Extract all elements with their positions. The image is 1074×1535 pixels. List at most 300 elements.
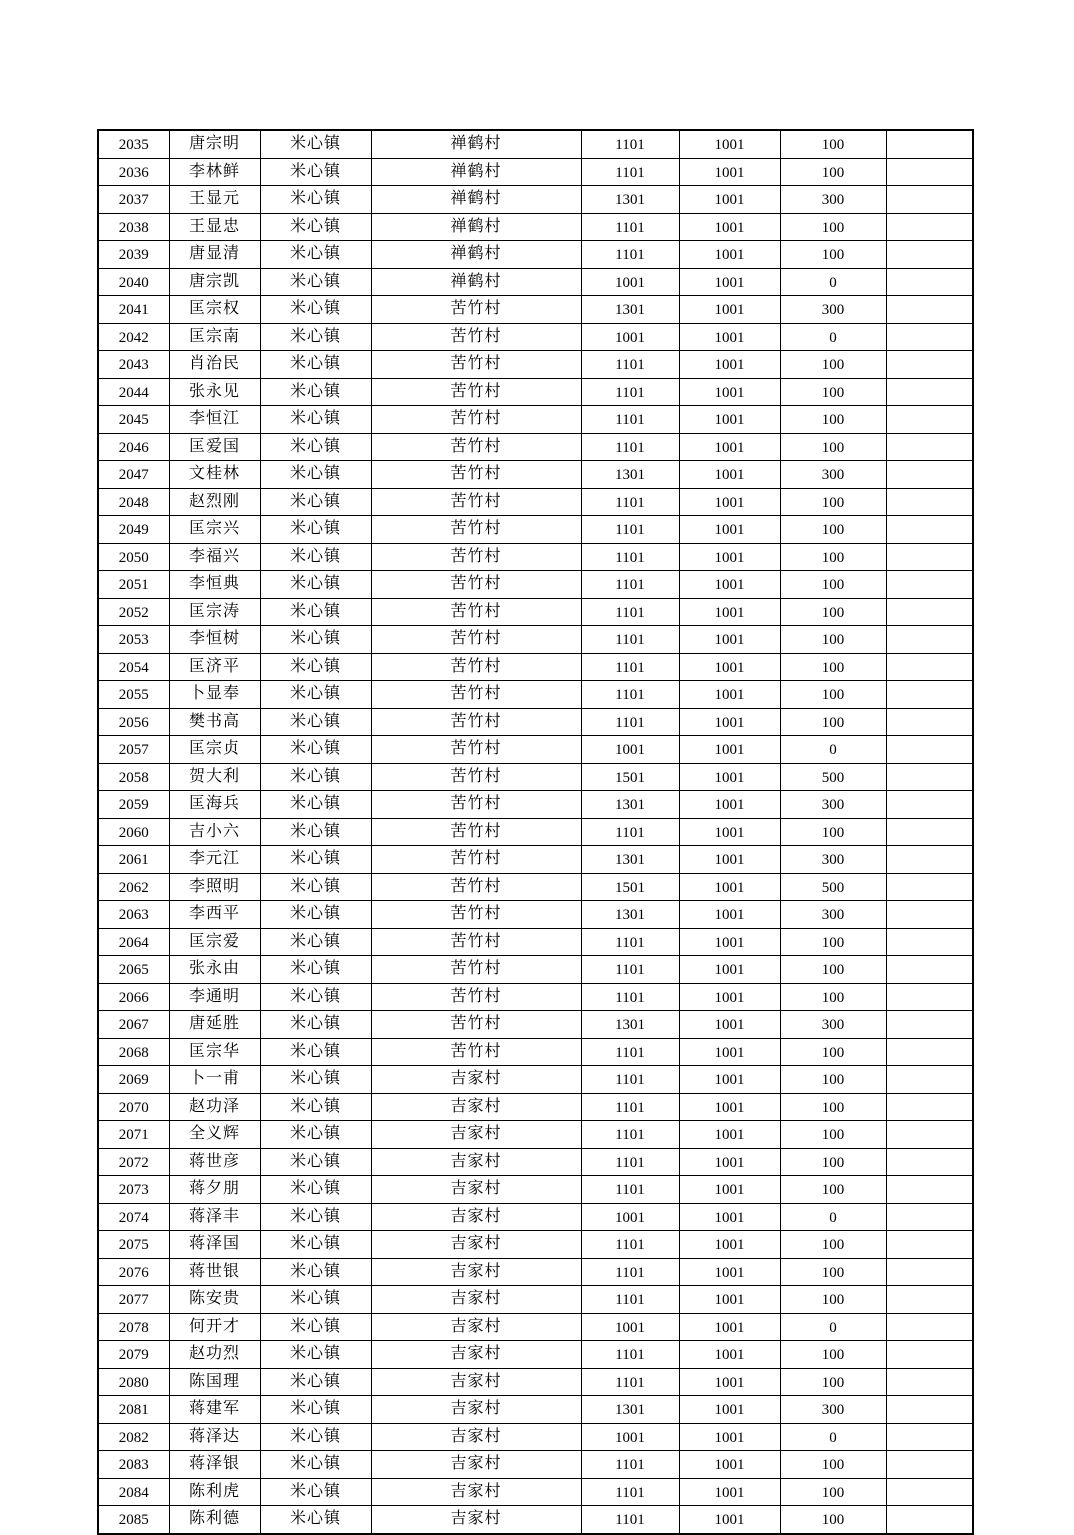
table-row: [98, 186, 973, 214]
cell-code-a: 1101: [581, 158, 679, 186]
cell-town: 米心镇: [260, 213, 371, 241]
cell-note: [886, 708, 973, 736]
cell-code-a: 1501: [581, 873, 679, 901]
cell-town: 米心镇: [260, 626, 371, 654]
cell-code-a: 1101: [581, 598, 679, 626]
cell-name: 肖治民: [169, 351, 260, 379]
cell-code-b: 1001: [679, 130, 780, 158]
table-row: [98, 461, 973, 489]
table-row: [98, 818, 973, 846]
cell-code-b: 1001: [679, 983, 780, 1011]
cell-id: 2066: [98, 983, 169, 1011]
table-row: [98, 1011, 973, 1039]
cell-name: 匡宗涛: [169, 598, 260, 626]
cell-town: 米心镇: [260, 1176, 371, 1204]
table-row: [98, 1451, 973, 1479]
table-row: [98, 1121, 973, 1149]
cell-village: 禅鹤村: [371, 213, 581, 241]
cell-note: [886, 1231, 973, 1259]
cell-village: 吉家村: [371, 1286, 581, 1314]
cell-village: 苦竹村: [371, 846, 581, 874]
cell-town: 米心镇: [260, 1258, 371, 1286]
cell-note: [886, 516, 973, 544]
cell-code-b: 1001: [679, 1451, 780, 1479]
cell-name: 匡宗华: [169, 1038, 260, 1066]
cell-id: 2085: [98, 1506, 169, 1534]
table-row: [98, 351, 973, 379]
cell-code-a: 1101: [581, 653, 679, 681]
cell-amount: 300: [780, 846, 886, 874]
cell-code-b: 1001: [679, 241, 780, 269]
cell-id: 2040: [98, 268, 169, 296]
cell-name: 蒋建军: [169, 1396, 260, 1424]
cell-code-a: 1101: [581, 241, 679, 269]
cell-town: 米心镇: [260, 1203, 371, 1231]
cell-town: 米心镇: [260, 1423, 371, 1451]
table-row: [98, 516, 973, 544]
cell-town: 米心镇: [260, 1011, 371, 1039]
cell-amount: 100: [780, 1148, 886, 1176]
cell-town: 米心镇: [260, 1121, 371, 1149]
cell-amount: 0: [780, 1203, 886, 1231]
cell-id: 2046: [98, 433, 169, 461]
cell-note: [886, 1038, 973, 1066]
cell-code-a: 1101: [581, 1258, 679, 1286]
cell-town: 米心镇: [260, 268, 371, 296]
cell-amount: 0: [780, 1313, 886, 1341]
cell-village: 苦竹村: [371, 378, 581, 406]
cell-code-b: 1001: [679, 158, 780, 186]
cell-village: 吉家村: [371, 1451, 581, 1479]
cell-code-b: 1001: [679, 1038, 780, 1066]
cell-code-b: 1001: [679, 791, 780, 819]
cell-note: [886, 1148, 973, 1176]
table-body: [98, 130, 973, 1534]
cell-village: 苦竹村: [371, 626, 581, 654]
cell-town: 米心镇: [260, 1341, 371, 1369]
cell-amount: 100: [780, 708, 886, 736]
cell-id: 2038: [98, 213, 169, 241]
cell-id: 2056: [98, 708, 169, 736]
cell-amount: 100: [780, 433, 886, 461]
table-row: [98, 956, 973, 984]
cell-code-b: 1001: [679, 708, 780, 736]
cell-code-a: 1501: [581, 763, 679, 791]
cell-name: 李照明: [169, 873, 260, 901]
cell-village: 苦竹村: [371, 763, 581, 791]
cell-code-a: 1101: [581, 1286, 679, 1314]
cell-id: 2035: [98, 130, 169, 158]
cell-id: 2078: [98, 1313, 169, 1341]
table-row: [98, 268, 973, 296]
cell-town: 米心镇: [260, 681, 371, 709]
cell-note: [886, 433, 973, 461]
cell-village: 苦竹村: [371, 983, 581, 1011]
cell-note: [886, 1423, 973, 1451]
cell-town: 米心镇: [260, 571, 371, 599]
cell-id: 2045: [98, 406, 169, 434]
cell-code-b: 1001: [679, 1176, 780, 1204]
cell-code-a: 1101: [581, 1093, 679, 1121]
cell-town: 米心镇: [260, 461, 371, 489]
cell-amount: 100: [780, 406, 886, 434]
cell-town: 米心镇: [260, 846, 371, 874]
table-row: [98, 901, 973, 929]
cell-amount: 300: [780, 186, 886, 214]
cell-code-b: 1001: [679, 1341, 780, 1369]
cell-note: [886, 1011, 973, 1039]
cell-code-a: 1301: [581, 1011, 679, 1039]
cell-name: 匡宗权: [169, 296, 260, 324]
cell-code-b: 1001: [679, 186, 780, 214]
cell-note: [886, 1286, 973, 1314]
cell-name: 唐延胜: [169, 1011, 260, 1039]
cell-town: 米心镇: [260, 818, 371, 846]
cell-name: 张永由: [169, 956, 260, 984]
cell-note: [886, 378, 973, 406]
cell-amount: 100: [780, 983, 886, 1011]
cell-name: 全义辉: [169, 1121, 260, 1149]
cell-id: 2073: [98, 1176, 169, 1204]
cell-code-a: 1101: [581, 626, 679, 654]
cell-note: [886, 268, 973, 296]
table-row: [98, 846, 973, 874]
cell-amount: 100: [780, 488, 886, 516]
cell-amount: 100: [780, 1506, 886, 1534]
table-row: [98, 213, 973, 241]
table-row: [98, 1066, 973, 1094]
cell-amount: 100: [780, 1368, 886, 1396]
cell-town: 米心镇: [260, 406, 371, 434]
cell-code-a: 1101: [581, 681, 679, 709]
cell-amount: 100: [780, 516, 886, 544]
cell-village: 苦竹村: [371, 708, 581, 736]
cell-code-b: 1001: [679, 873, 780, 901]
cell-name: 唐显清: [169, 241, 260, 269]
cell-town: 米心镇: [260, 1286, 371, 1314]
cell-town: 米心镇: [260, 1231, 371, 1259]
cell-note: [886, 1176, 973, 1204]
cell-village: 吉家村: [371, 1148, 581, 1176]
cell-code-a: 1101: [581, 406, 679, 434]
cell-amount: 0: [780, 736, 886, 764]
table-row: [98, 1176, 973, 1204]
cell-village: 苦竹村: [371, 1038, 581, 1066]
cell-village: 吉家村: [371, 1093, 581, 1121]
cell-code-b: 1001: [679, 1478, 780, 1506]
table-row: [98, 1423, 973, 1451]
cell-amount: 500: [780, 873, 886, 901]
table-row: [98, 433, 973, 461]
cell-name: 李恒江: [169, 406, 260, 434]
cell-code-a: 1001: [581, 323, 679, 351]
table-row: [98, 1093, 973, 1121]
cell-name: 李林鲜: [169, 158, 260, 186]
cell-name: 王显元: [169, 186, 260, 214]
cell-code-a: 1301: [581, 846, 679, 874]
cell-town: 米心镇: [260, 1066, 371, 1094]
cell-id: 2059: [98, 791, 169, 819]
cell-code-a: 1101: [581, 488, 679, 516]
cell-village: 禅鹤村: [371, 241, 581, 269]
cell-code-a: 1001: [581, 1313, 679, 1341]
cell-note: [886, 213, 973, 241]
cell-village: 吉家村: [371, 1231, 581, 1259]
cell-name: 蒋泽丰: [169, 1203, 260, 1231]
cell-village: 吉家村: [371, 1396, 581, 1424]
cell-id: 2052: [98, 598, 169, 626]
cell-village: 苦竹村: [371, 818, 581, 846]
cell-town: 米心镇: [260, 736, 371, 764]
cell-code-a: 1101: [581, 571, 679, 599]
cell-village: 苦竹村: [371, 928, 581, 956]
cell-amount: 100: [780, 818, 886, 846]
cell-note: [886, 818, 973, 846]
cell-town: 米心镇: [260, 241, 371, 269]
cell-code-a: 1101: [581, 1451, 679, 1479]
cell-code-a: 1301: [581, 1396, 679, 1424]
cell-amount: 300: [780, 1011, 886, 1039]
cell-code-a: 1101: [581, 1231, 679, 1259]
cell-code-b: 1001: [679, 1011, 780, 1039]
cell-code-b: 1001: [679, 1148, 780, 1176]
cell-id: 2050: [98, 543, 169, 571]
cell-code-b: 1001: [679, 296, 780, 324]
cell-code-b: 1001: [679, 516, 780, 544]
cell-code-a: 1301: [581, 791, 679, 819]
cell-amount: 100: [780, 1478, 886, 1506]
cell-id: 2054: [98, 653, 169, 681]
cell-code-a: 1101: [581, 1478, 679, 1506]
cell-village: 苦竹村: [371, 516, 581, 544]
cell-name: 匡宗兴: [169, 516, 260, 544]
cell-town: 米心镇: [260, 1093, 371, 1121]
cell-id: 2060: [98, 818, 169, 846]
cell-village: 苦竹村: [371, 296, 581, 324]
cell-village: 禅鹤村: [371, 186, 581, 214]
cell-code-b: 1001: [679, 846, 780, 874]
cell-town: 米心镇: [260, 873, 371, 901]
cell-note: [886, 1313, 973, 1341]
cell-village: 吉家村: [371, 1258, 581, 1286]
cell-note: [886, 488, 973, 516]
cell-amount: 100: [780, 130, 886, 158]
cell-town: 米心镇: [260, 1038, 371, 1066]
cell-amount: 100: [780, 653, 886, 681]
cell-id: 2081: [98, 1396, 169, 1424]
cell-code-a: 1301: [581, 296, 679, 324]
cell-code-b: 1001: [679, 268, 780, 296]
cell-name: 赵功泽: [169, 1093, 260, 1121]
cell-village: 苦竹村: [371, 351, 581, 379]
cell-amount: 100: [780, 1038, 886, 1066]
cell-amount: 100: [780, 378, 886, 406]
cell-id: 2058: [98, 763, 169, 791]
cell-code-b: 1001: [679, 351, 780, 379]
cell-village: 苦竹村: [371, 956, 581, 984]
cell-town: 米心镇: [260, 1478, 371, 1506]
cell-note: [886, 158, 973, 186]
cell-town: 米心镇: [260, 516, 371, 544]
cell-amount: 100: [780, 351, 886, 379]
cell-amount: 100: [780, 571, 886, 599]
cell-name: 唐宗凯: [169, 268, 260, 296]
cell-id: 2083: [98, 1451, 169, 1479]
cell-code-a: 1101: [581, 213, 679, 241]
cell-village: 苦竹村: [371, 791, 581, 819]
cell-id: 2057: [98, 736, 169, 764]
cell-town: 米心镇: [260, 158, 371, 186]
cell-note: [886, 873, 973, 901]
cell-village: 苦竹村: [371, 323, 581, 351]
cell-name: 匡爱国: [169, 433, 260, 461]
cell-code-b: 1001: [679, 956, 780, 984]
cell-name: 陈利虎: [169, 1478, 260, 1506]
cell-town: 米心镇: [260, 1396, 371, 1424]
cell-id: 2075: [98, 1231, 169, 1259]
cell-id: 2080: [98, 1368, 169, 1396]
cell-id: 2047: [98, 461, 169, 489]
cell-code-b: 1001: [679, 213, 780, 241]
cell-name: 张永见: [169, 378, 260, 406]
cell-code-b: 1001: [679, 1093, 780, 1121]
cell-code-b: 1001: [679, 406, 780, 434]
cell-code-b: 1001: [679, 928, 780, 956]
cell-code-a: 1101: [581, 956, 679, 984]
cell-name: 匡济平: [169, 653, 260, 681]
cell-amount: 0: [780, 323, 886, 351]
cell-note: [886, 1396, 973, 1424]
cell-town: 米心镇: [260, 1368, 371, 1396]
cell-village: 苦竹村: [371, 488, 581, 516]
cell-id: 2068: [98, 1038, 169, 1066]
table-row: [98, 158, 973, 186]
cell-code-a: 1101: [581, 1066, 679, 1094]
cell-name: 贺大利: [169, 763, 260, 791]
cell-id: 2069: [98, 1066, 169, 1094]
cell-town: 米心镇: [260, 130, 371, 158]
cell-amount: 100: [780, 543, 886, 571]
cell-note: [886, 296, 973, 324]
table-row: [98, 681, 973, 709]
cell-amount: 100: [780, 681, 886, 709]
cell-code-a: 1101: [581, 516, 679, 544]
cell-code-b: 1001: [679, 433, 780, 461]
cell-amount: 100: [780, 1286, 886, 1314]
cell-code-b: 1001: [679, 571, 780, 599]
table-row: [98, 873, 973, 901]
cell-note: [886, 983, 973, 1011]
cell-name: 蒋世彦: [169, 1148, 260, 1176]
cell-name: 卜显奉: [169, 681, 260, 709]
cell-amount: 100: [780, 213, 886, 241]
cell-code-a: 1101: [581, 818, 679, 846]
cell-id: 2051: [98, 571, 169, 599]
cell-code-b: 1001: [679, 1258, 780, 1286]
cell-id: 2041: [98, 296, 169, 324]
cell-code-b: 1001: [679, 818, 780, 846]
cell-village: 吉家村: [371, 1506, 581, 1534]
cell-id: 2049: [98, 516, 169, 544]
cell-note: [886, 1368, 973, 1396]
cell-village: 吉家村: [371, 1066, 581, 1094]
table-row: [98, 571, 973, 599]
cell-id: 2062: [98, 873, 169, 901]
cell-village: 苦竹村: [371, 736, 581, 764]
cell-amount: 100: [780, 1451, 886, 1479]
cell-note: [886, 130, 973, 158]
cell-village: 苦竹村: [371, 1011, 581, 1039]
cell-note: [886, 1478, 973, 1506]
cell-village: 吉家村: [371, 1313, 581, 1341]
cell-name: 王显忠: [169, 213, 260, 241]
cell-village: 吉家村: [371, 1368, 581, 1396]
table-row: [98, 543, 973, 571]
table-row: [98, 708, 973, 736]
cell-name: 李恒树: [169, 626, 260, 654]
cell-code-b: 1001: [679, 763, 780, 791]
cell-code-b: 1001: [679, 901, 780, 929]
cell-code-b: 1001: [679, 1121, 780, 1149]
cell-village: 苦竹村: [371, 461, 581, 489]
cell-town: 米心镇: [260, 323, 371, 351]
cell-note: [886, 1341, 973, 1369]
table-row: [98, 598, 973, 626]
cell-amount: 100: [780, 1121, 886, 1149]
cell-village: 禅鹤村: [371, 268, 581, 296]
cell-amount: 100: [780, 1231, 886, 1259]
cell-code-a: 1001: [581, 736, 679, 764]
cell-note: [886, 1121, 973, 1149]
cell-note: [886, 1258, 973, 1286]
cell-town: 米心镇: [260, 351, 371, 379]
cell-code-a: 1101: [581, 1341, 679, 1369]
cell-code-a: 1001: [581, 1423, 679, 1451]
table-row: [98, 406, 973, 434]
cell-note: [886, 543, 973, 571]
cell-name: 蒋泽银: [169, 1451, 260, 1479]
cell-name: 赵烈刚: [169, 488, 260, 516]
cell-note: [886, 626, 973, 654]
cell-code-b: 1001: [679, 653, 780, 681]
cell-village: 苦竹村: [371, 543, 581, 571]
table-row: [98, 1231, 973, 1259]
cell-code-a: 1301: [581, 461, 679, 489]
cell-amount: 300: [780, 791, 886, 819]
cell-amount: 300: [780, 296, 886, 324]
cell-note: [886, 653, 973, 681]
cell-town: 米心镇: [260, 791, 371, 819]
cell-id: 2048: [98, 488, 169, 516]
cell-name: 李元江: [169, 846, 260, 874]
cell-note: [886, 571, 973, 599]
cell-note: [886, 736, 973, 764]
cell-town: 米心镇: [260, 543, 371, 571]
cell-id: 2076: [98, 1258, 169, 1286]
cell-town: 米心镇: [260, 186, 371, 214]
cell-village: 苦竹村: [371, 433, 581, 461]
table-row: [98, 1313, 973, 1341]
cell-name: 匡宗贞: [169, 736, 260, 764]
cell-name: 樊书高: [169, 708, 260, 736]
cell-note: [886, 323, 973, 351]
table-row: [98, 626, 973, 654]
table-row: [98, 736, 973, 764]
cell-code-b: 1001: [679, 1423, 780, 1451]
cell-village: 苦竹村: [371, 406, 581, 434]
table-row: [98, 791, 973, 819]
cell-code-a: 1101: [581, 1368, 679, 1396]
